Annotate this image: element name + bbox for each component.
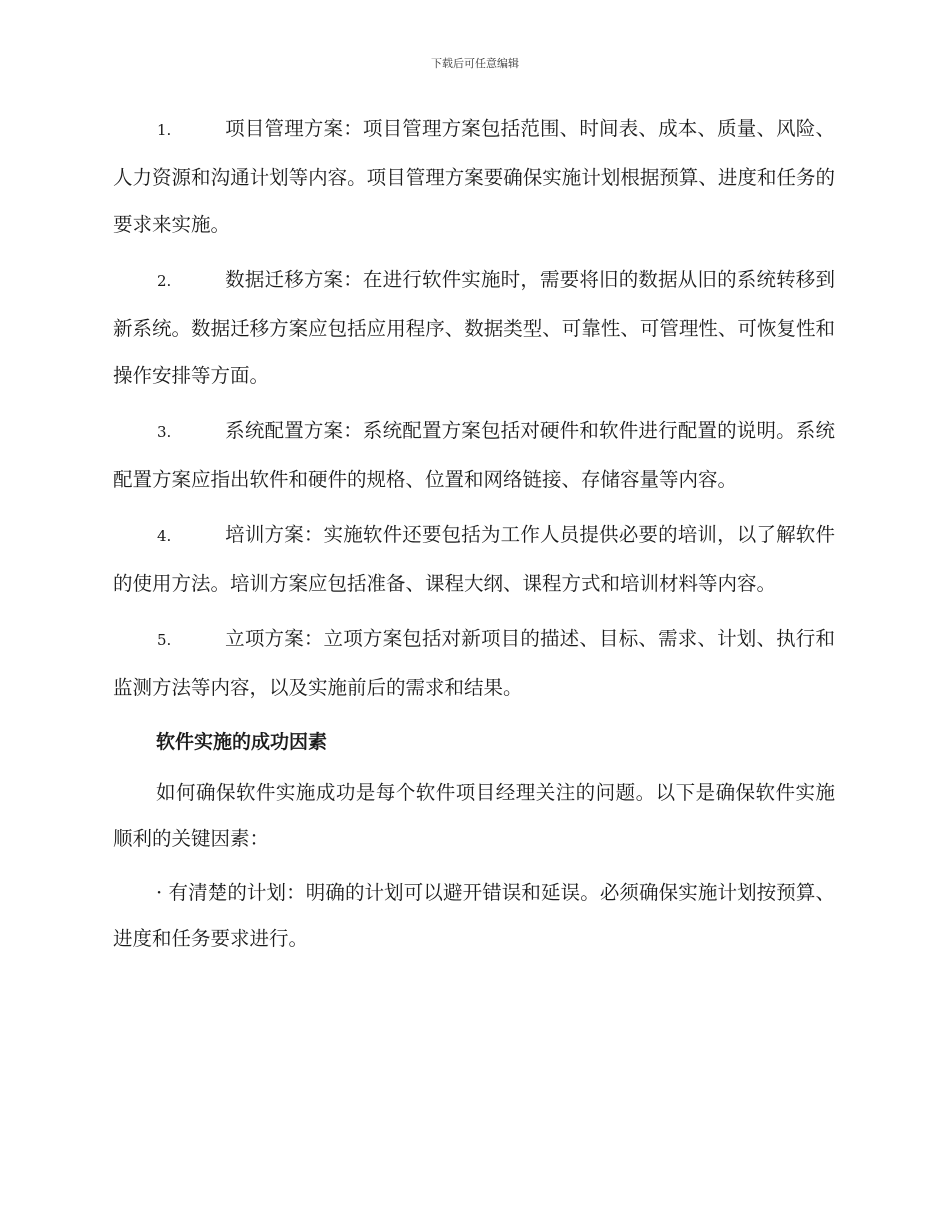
document-body: [113, 105, 835, 970]
list-item-text: 项目管理方案：项目管理方案包括范围、时间表、成本、质量、风险、人力资源和沟通计划等内容。项目管理方案要确保实施计划根据预算、进度和任务的要求来实施。: [113, 117, 835, 236]
list-item-5: [113, 615, 835, 711]
list-item-text: 立项方案：立项方案包括对新项目的描述、目标、需求、计划、执行和监测方法等内容，以及实施前后的需求和结果。: [113, 627, 835, 699]
list-item-4: [113, 511, 835, 607]
list-item-number: 4.: [157, 527, 172, 545]
list-item-text: 系统配置方案：系统配置方案包括对硬件和软件进行配置的说明。系统配置方案应指出软件和硬件的规格、位置和网络链接、存储容量等内容。: [113, 419, 835, 491]
list-item-1: [113, 105, 835, 248]
list-item-number: 2.: [157, 272, 172, 290]
list-item-2: [113, 256, 835, 399]
intro-paragraph: 如何确保软件实施成功是每个软件项目经理关注的问题。以下是确保软件实施顺利的关键因素：: [113, 781, 835, 850]
list-item-3: [113, 407, 835, 503]
header-note: 下载后可任意编辑: [431, 57, 519, 70]
list-item-number: 1.: [157, 121, 172, 139]
list-item-number: 5.: [157, 631, 172, 649]
list-item-text: 数据迁移方案：在进行软件实施时，需要将旧的数据从旧的系统转移到新系统。数据迁移方案应包括应用程序、数据类型、可靠性、可管理性、可恢复性和操作安排等方面。: [113, 268, 835, 387]
bullet-paragraph: · 有清楚的计划：明确的计划可以避开错误和延误。必须确保实施计划按预算、进度和任务要求进行。: [113, 881, 835, 950]
list-item-text: 培训方案：实施软件还要包括为工作人员提供必要的培训，以了解软件的使用方法。培训方案应包括准备、课程大纲、课程方式和培训材料等内容。: [113, 523, 835, 595]
section-heading: 软件实施的成功因素: [156, 731, 328, 753]
list-item-number: 3.: [157, 423, 172, 441]
